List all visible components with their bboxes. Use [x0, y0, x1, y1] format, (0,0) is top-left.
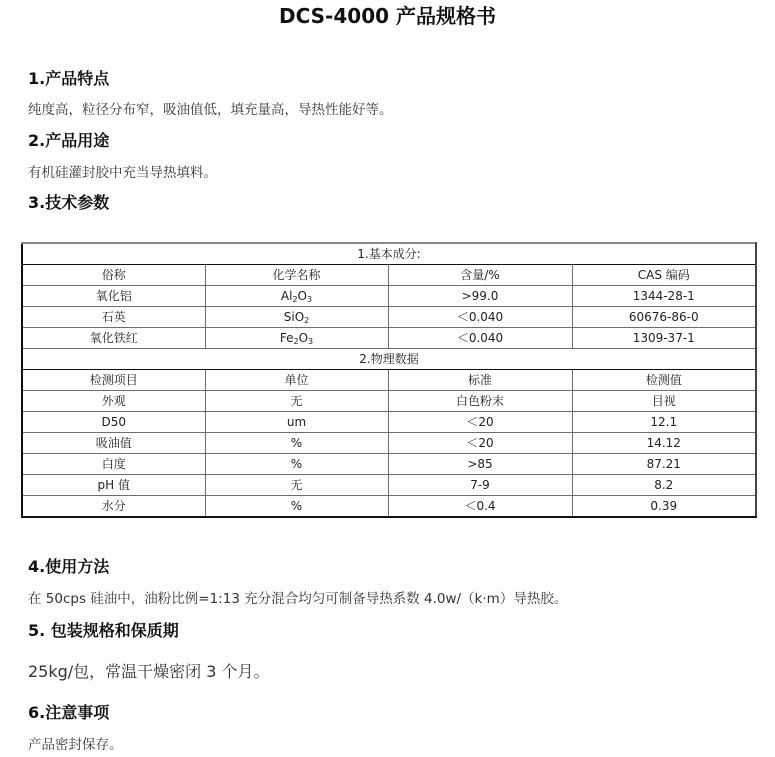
usage-area-heading: 2.产品用途 [28, 131, 110, 150]
column-header: 检测值 [572, 370, 756, 391]
features-text: 纯度高，粒径分布窄，吸油值低，填充量高，导热性能好等。 [28, 102, 393, 118]
column-header: 化学名称 [205, 265, 388, 286]
unit: um [205, 412, 388, 433]
method-heading: 4.使用方法 [28, 557, 110, 576]
common-name: 氧化铝 [22, 286, 205, 307]
composition-section-row [22, 243, 756, 265]
packaging-text: 25kg/包，常温干燥密闭 3 个月。 [28, 662, 270, 681]
column-header: 俗称 [22, 265, 205, 286]
method-text: 在 50cps 硅油中，油粉比例=1:13 充分混合均匀可制备导热系数 4.0w/（k·m）导热胶。 [28, 591, 568, 607]
physical-header-row [22, 370, 756, 391]
content-percent: ＜0.040 [388, 307, 572, 328]
unit: % [205, 496, 388, 518]
test-value: 0.39 [572, 496, 756, 518]
standard: 7-9 [388, 475, 572, 496]
column-header: 标准 [388, 370, 572, 391]
common-name: 氧化铁红 [22, 328, 205, 349]
test-value: 12.1 [572, 412, 756, 433]
test-value: 8.2 [572, 475, 756, 496]
table-row [22, 328, 756, 349]
usage-area-text: 有机硅灌封胶中充当导热填料。 [28, 165, 217, 181]
column-header: 检测项目 [22, 370, 205, 391]
notes-text: 产品密封保存。 [28, 737, 123, 753]
table-row [22, 454, 756, 475]
chemical-formula: $Al_2O_3$ [205, 286, 388, 307]
tech-params-heading: 3.技术参数 [28, 193, 110, 212]
test-item: D50 [22, 412, 205, 433]
table-row [22, 412, 756, 433]
physical-section-row [22, 349, 756, 370]
test-item: 外观 [22, 391, 205, 412]
column-header: CAS 编码 [572, 265, 756, 286]
packaging-heading: 5. 包装规格和保质期 [28, 621, 179, 640]
cas-number: 60676-86-0 [572, 307, 756, 328]
unit: % [205, 433, 388, 454]
content-percent: ＜0.040 [388, 328, 572, 349]
composition-header-row [22, 265, 756, 286]
chemical-formula: SiO$_2$ [205, 307, 388, 328]
unit: 无 [205, 475, 388, 496]
table-row [22, 496, 756, 518]
test-item: 水分 [22, 496, 205, 518]
document-title: DCS-4000 产品规格书 [279, 4, 496, 28]
common-name: 石英 [22, 307, 205, 328]
table-row [22, 307, 756, 328]
composition-title: 1.基本成分: [22, 243, 756, 265]
standard: ＜20 [388, 433, 572, 454]
unit: 无 [205, 391, 388, 412]
unit: % [205, 454, 388, 475]
physical-title: 2.物理数据 [22, 349, 756, 370]
table-row [22, 475, 756, 496]
column-header: 含量/% [388, 265, 572, 286]
standard: ＜0.4 [388, 496, 572, 518]
notes-heading: 6.注意事项 [28, 703, 110, 722]
cas-number: 1309-37-1 [572, 328, 756, 349]
table-row [22, 391, 756, 412]
standard: >85 [388, 454, 572, 475]
test-item: 白度 [22, 454, 205, 475]
standard: 白色粉末 [388, 391, 572, 412]
table-row [22, 286, 756, 307]
test-value: 目视 [572, 391, 756, 412]
spec-table [21, 242, 757, 518]
content-percent: >99.0 [388, 286, 572, 307]
table-row [22, 433, 756, 454]
test-item: pH 值 [22, 475, 205, 496]
column-header: 单位 [205, 370, 388, 391]
cas-number: 1344-28-1 [572, 286, 756, 307]
features-heading: 1.产品特点 [28, 69, 110, 88]
test-value: 87.21 [572, 454, 756, 475]
test-value: 14.12 [572, 433, 756, 454]
test-item: 吸油值 [22, 433, 205, 454]
chemical-formula: $Fe_2O_3$ [205, 328, 388, 349]
standard: ＜20 [388, 412, 572, 433]
